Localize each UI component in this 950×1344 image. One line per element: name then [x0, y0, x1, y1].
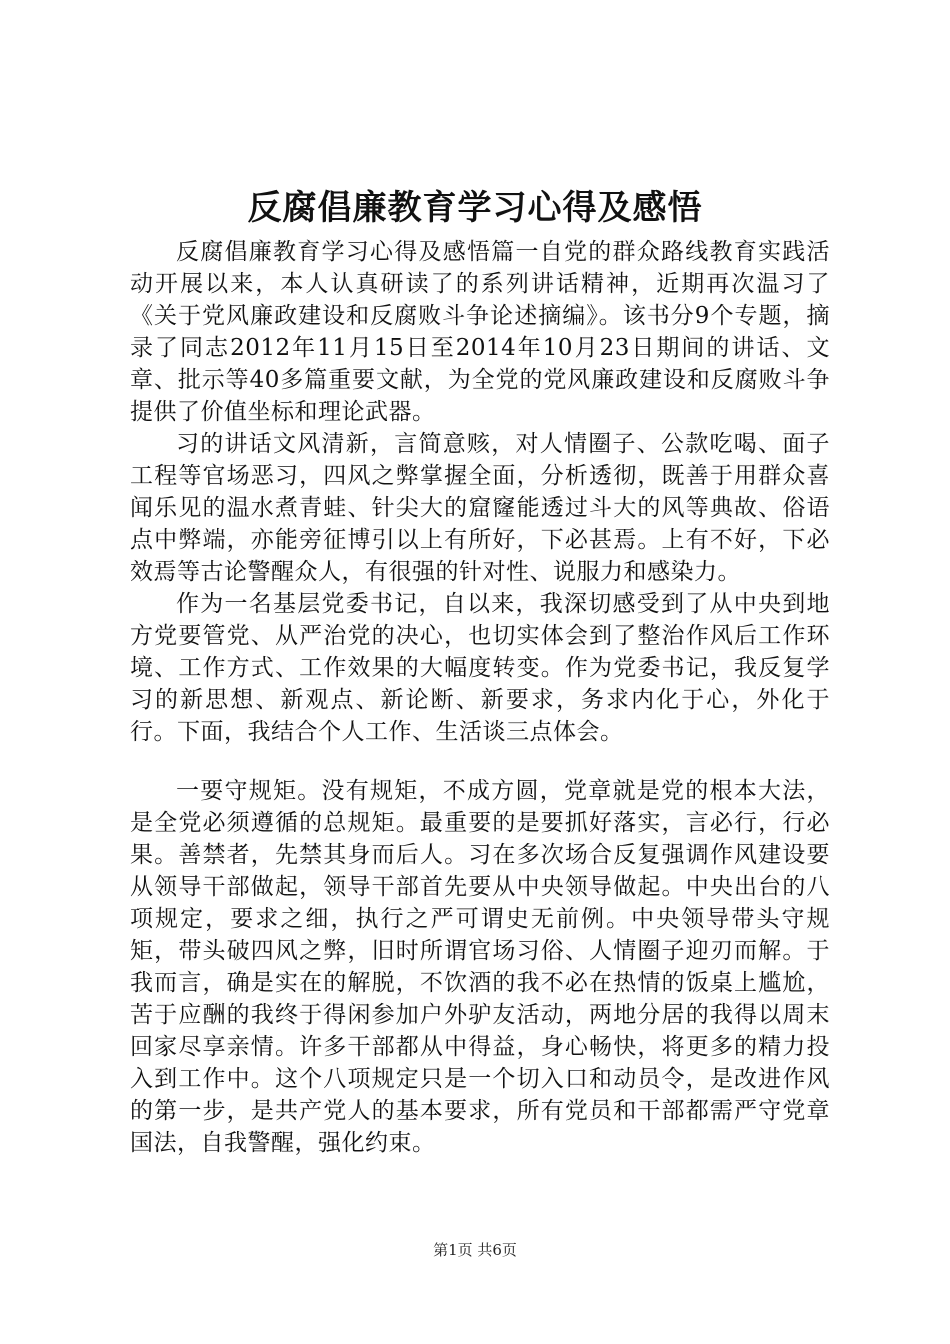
document-body: [130, 236, 830, 1159]
paragraph-keep-rules: 一要守规矩。没有规矩，不成方圆，党章就是党的根本大法，是全党必须遵循的总规矩。最重要的是要抓好落实，言必行，行必果。善禁者，先禁其身而后人。习在多次场合反复强调作风建设要从领导干部做起，领导干部首先要从中央领导做起。中央出台的八项规定，要求之细，执行之严可谓史无前例。中央领导带头守规矩，带头破四风之弊，旧时所谓官场习俗、人情圈子迎刃而解。于我而言，确是实在的解脱，不饮酒的我不必在热情的饭桌上尴尬，苦于应酬的我终于得闲参加户外驴友活动，两地分居的我得以周末回家尽享亲情。许多干部都从中得益，身心畅快，将更多的精力投入到工作中。这个八项规定只是一个切入口和动员令，是改进作风的第一步，是共产党人的基本要求，所有党员和干部都需严守党章国法，自我警醒，强化约束。: [130, 778, 830, 1156]
paragraph-speech-style: 习的讲话文风清新，言简意赅，对人情圈子、公款吃喝、面子工程等官场恶习，四风之弊掌握全面，分析透彻，既善于用群众喜闻乐见的温水煮青蛙、针尖大的窟窿能透过斗大的风等典故、俗语点中弊端，亦能旁征博引以上有所好，下必甚焉。上有不好，下必效焉等古论警醒众人，有很强的针对性、说服力和感染力。: [130, 431, 830, 585]
document-title: 反腐倡廉教育学习心得及感悟: [247, 188, 703, 228]
paragraph-intro: 反腐倡廉教育学习心得及感悟篇一自党的群众路线教育实践活动开展以来，本人认真研读了的系列讲话精神，近期再次温习了《关于党风廉政建设和反腐败斗争论述摘编》。该书分9个专题，摘录了同志2012年11月15日至2014年10月23日期间的讲话、文章、批示等40多篇重要文献，为全党的党风廉政建设和反腐败斗争提供了价值坐标和理论武器。: [130, 239, 830, 425]
paragraph-party-secretary: 作为一名基层党委书记，自以来，我深切感受到了从中央到地方党要管党、从严治党的决心，也切实体会到了整治作风后工作环境、工作方式、工作效果的大幅度转变。作为党委书记，我反复学习的新思想、新观点、新论断、新要求，务求内化于心，外化于行。下面，我结合个人工作、生活谈三点体会。: [130, 591, 830, 745]
page-number-footer: 第1页 共6页: [433, 1241, 517, 1259]
